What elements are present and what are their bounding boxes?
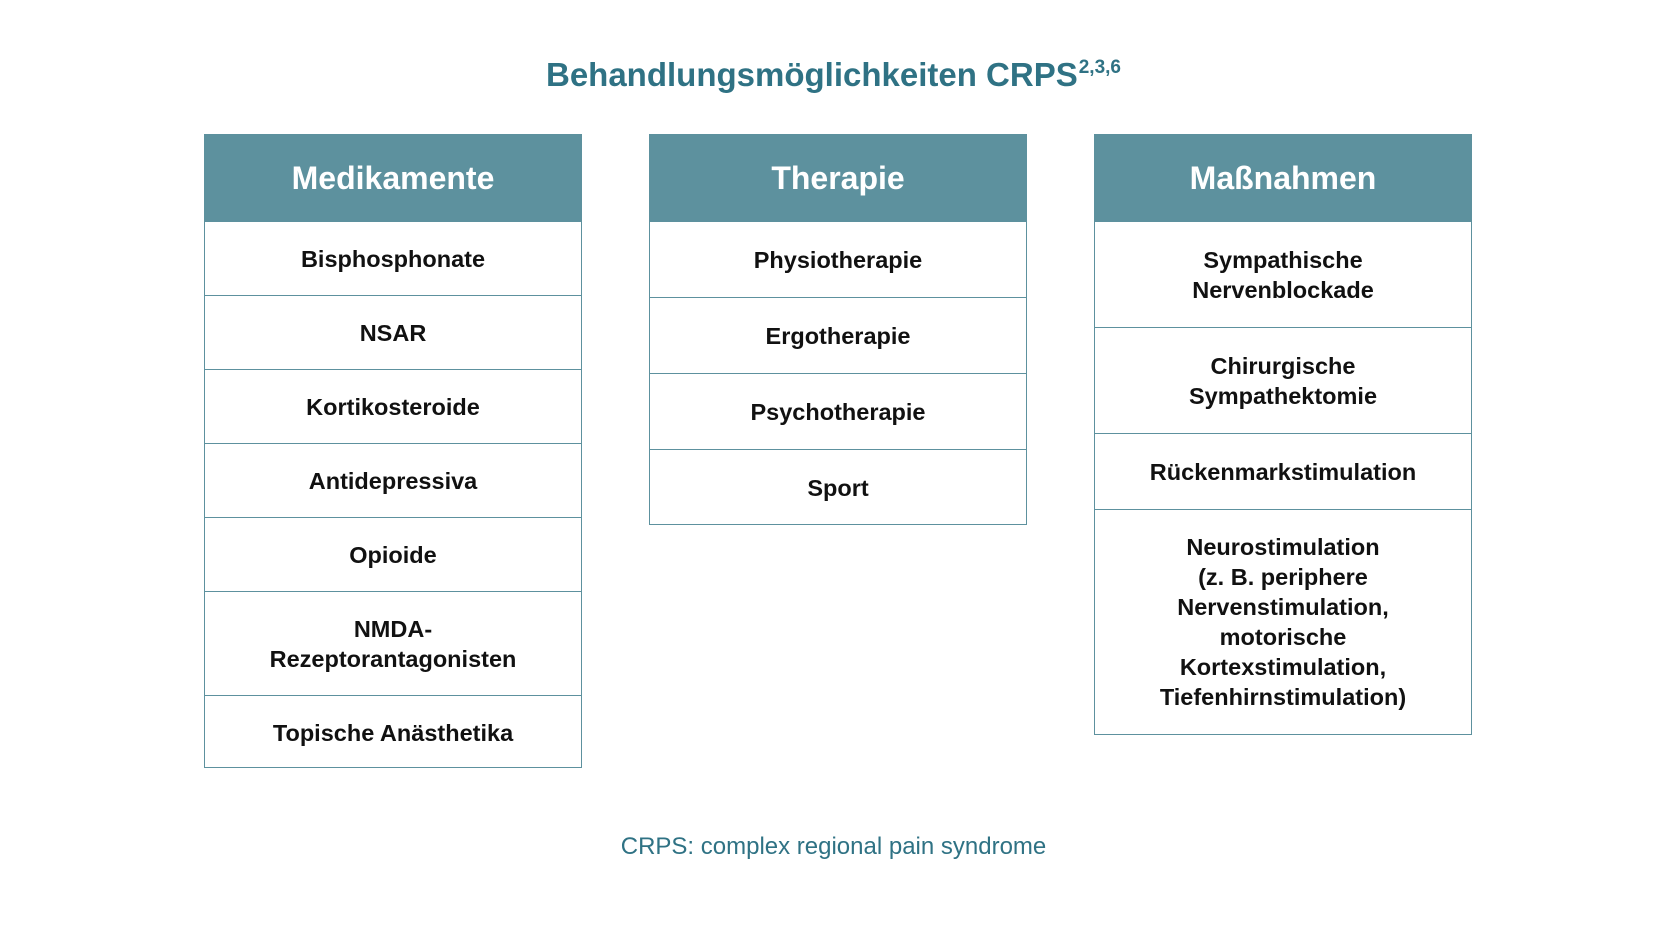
column-header-medikamente: Medikamente: [205, 135, 581, 221]
title-references: 2,3,6: [1078, 57, 1121, 78]
table-cell: Ergotherapie: [650, 297, 1026, 373]
table-cell: Kortikosteroide: [205, 369, 581, 443]
title-text: Behandlungsmöglichkeiten CRPS: [545, 56, 1078, 93]
table-cell: Bisphosphonate: [205, 221, 581, 295]
column-header-massnahmen: Maßnahmen: [1095, 135, 1471, 221]
table-cell: Opioide: [205, 517, 581, 591]
table-cell: Psychotherapie: [650, 373, 1026, 449]
table-cell: Rückenmarkstimulation: [1095, 433, 1471, 509]
column-massnahmen: [1094, 134, 1472, 735]
column-therapie: [649, 134, 1027, 525]
table-cell: Sport: [650, 449, 1026, 525]
table-cell: Chirurgische Sympathektomie: [1095, 327, 1471, 433]
table-cell: NSAR: [205, 295, 581, 369]
table-cell: NMDA- Rezeptorantagonisten: [205, 591, 581, 695]
table-cell: Sympathische Nervenblockade: [1095, 221, 1471, 327]
column-header-therapie: Therapie: [650, 135, 1026, 221]
table-cell: Antidepressiva: [205, 443, 581, 517]
column-medikamente: [204, 134, 582, 768]
table-cell: Physiotherapie: [650, 221, 1026, 297]
page-title: [0, 44, 1667, 99]
footnote: CRPS: complex regional pain syndrome: [620, 833, 1047, 860]
table-cell: Neurostimulation (z. B. periphere Nervenstimulation, motorische Kortexstimulation, Tiefenhirnstimulation): [1095, 509, 1471, 734]
table-cell: Topische Anästhetika: [205, 695, 581, 769]
